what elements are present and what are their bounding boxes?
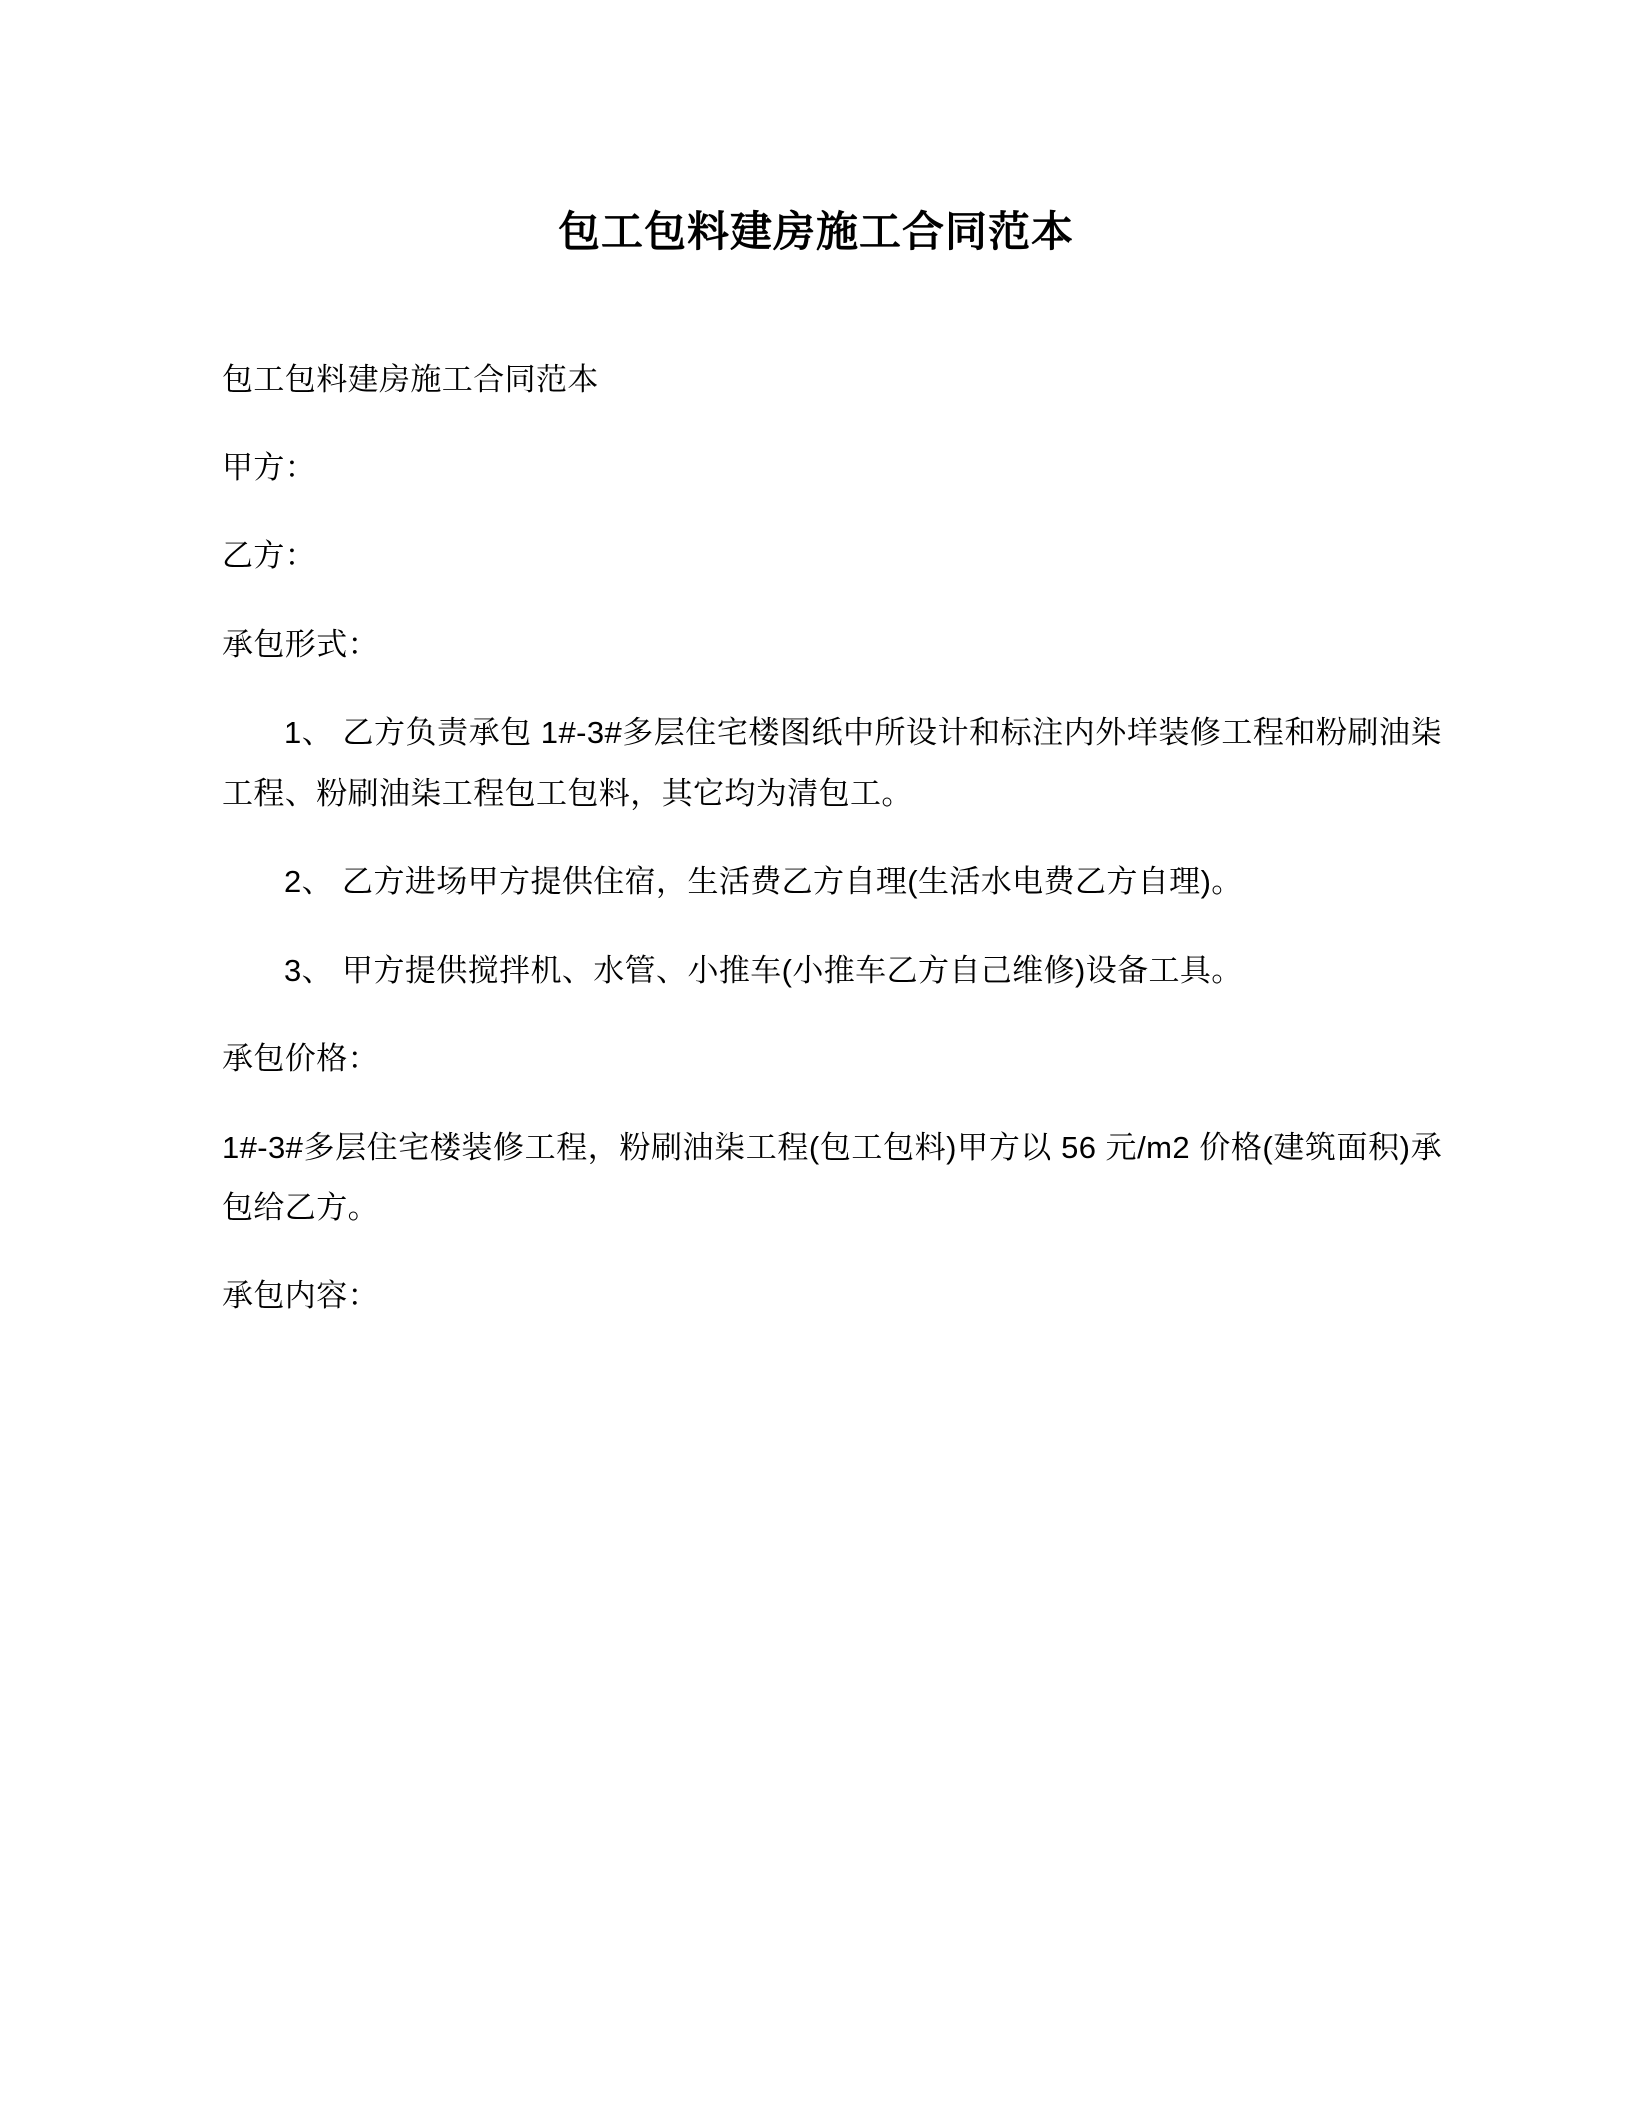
paragraph-item-2: 2、 乙方进场甲方提供住宿，生活费乙方自理(生活水电费乙方自理)。 <box>284 864 1243 900</box>
paragraph-price-detail: 1#-3#多层住宅楼装修工程，粉刷油柒工程(包工包料)甲方以 56 元/m2 价格(建筑面积)承包给乙方。 <box>222 1129 1442 1225</box>
paragraph-contract-price-label: 承包价格： <box>222 1041 379 1077</box>
paragraph-heading-repeat: 包工包料建房施工合同范本 <box>222 361 599 397</box>
paragraph-item-3: 3、 甲方提供搅拌机、水管、小推车(小推车乙方自己维修)设备工具。 <box>284 952 1243 988</box>
paragraph-contract-form-label: 承包形式： <box>222 626 379 662</box>
paragraph-party-a: 甲方： <box>222 450 317 486</box>
paragraph-item-1: 1、 乙方负责承包 1#-3#多层住宅楼图纸中所设计和标注内外垟装修工程和粉刷油柒工程、粉刷油柒工程包工包料，其它均为清包工。 <box>222 715 1442 811</box>
page-bottom-margin <box>0 1355 1632 1895</box>
document-body <box>0 350 1632 1327</box>
paragraph-contract-content-label: 承包内容： <box>222 1278 379 1314</box>
page-title: 包工包料建房施工合同范本 <box>557 208 1074 255</box>
paragraph-party-b: 乙方： <box>222 538 317 574</box>
